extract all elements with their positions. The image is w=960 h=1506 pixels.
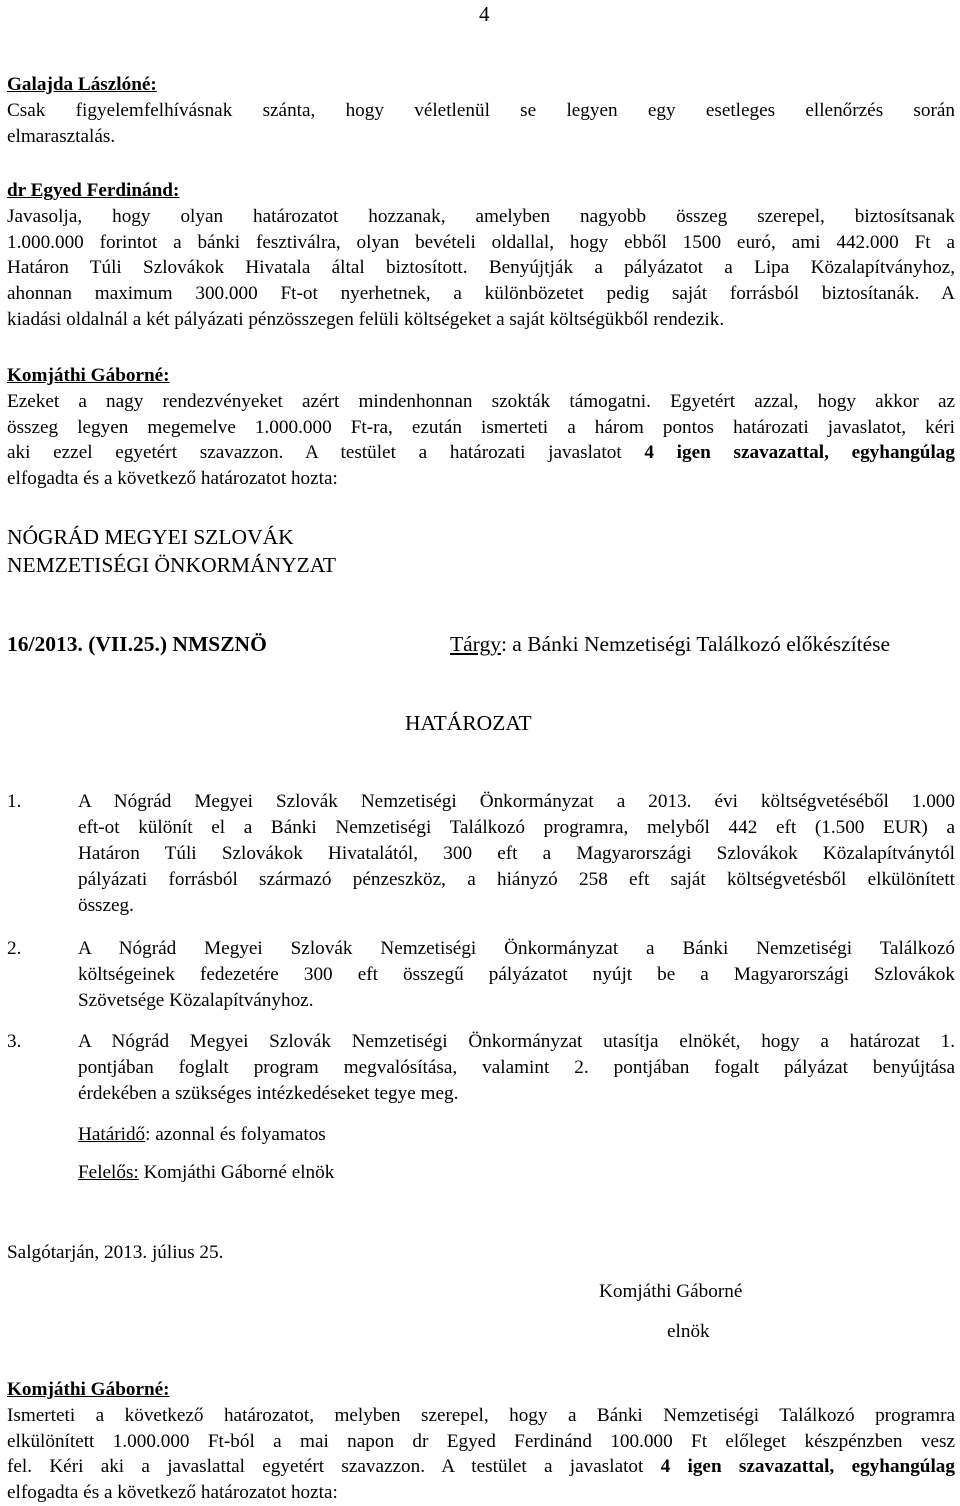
responsible-label: Felelős: (78, 1162, 139, 1183)
text-line: Ismerteti a következő határozatot, melyben szerepel, hogy a Bánki Nemzetiségi Találkozó programra (7, 1404, 955, 1426)
paragraph-egyed (7, 178, 955, 333)
item-text (78, 936, 955, 1014)
resolution-item-1 (7, 789, 955, 919)
resolution-item-3 (7, 1029, 955, 1107)
text-line: Csak figyelemfelhívásnak szánta, hogy véletlenül se legyen egy esetleges ellenőrzés során (7, 99, 955, 121)
text-line: összeg. (78, 895, 134, 916)
text-line: érdekében a szükséges intézkedéseket tegye meg. (78, 1083, 459, 1104)
organization-heading (7, 523, 336, 579)
text-line: Javasolja, hogy olyan határozatot hozzanak, amelyben nagyobb összeg szerepel, biztosítsanak (7, 205, 955, 227)
text-line: költségeinek fedezetére 300 eft összegű pályázatot nyújt be a Magyarországi Szlovákok (78, 964, 955, 985)
responsible-text: Komjáthi Gáborné elnök (138, 1162, 335, 1183)
text-line: Szövetsége Közalapítványhoz. (78, 990, 314, 1011)
text-line: elmarasztalás. (7, 125, 116, 147)
item-text (78, 789, 955, 919)
page-number: 4 (479, 2, 490, 26)
text-line: pályázati forrásból származó pénzeszköz, a hiányzó 258 eft saját költségvetésből elkülönített (78, 869, 955, 890)
text-line: A Nógrád Megyei Szlovák Nemzetiségi Önkormányzat a 2013. évi költségvetéséből 1.000 (78, 791, 955, 812)
item-number: 3. (7, 1031, 22, 1052)
responsible (78, 1160, 334, 1186)
text-line: A Nógrád Megyei Szlovák Nemzetiségi Önkormányzat a Bánki Nemzetiségi Találkozó (78, 938, 955, 959)
text-line: kiadási oldalnál a két pályázati pénzösszegen felüli költségeket a saját költségükből rendezik. (7, 308, 725, 330)
signature-title: elnök (667, 1321, 710, 1342)
vote-result: 4 igen szavazattal, egyhangúlag (660, 1456, 955, 1478)
resolution-item-2 (7, 936, 955, 1014)
speaker-name: Komjáthi Gáborné: (7, 1379, 170, 1400)
text-run: aki ezzel egyetért szavazzon. A testület a határozati javaslatot (7, 442, 645, 464)
text-line: Ezeket a nagy rendezvényeket azért mindenhonnan szokták támogatni. Egyetért azzal, hogy akkor az (7, 390, 955, 412)
place-date: Salgótarján, 2013. július 25. (7, 1242, 224, 1263)
text-line: ahonnan maximum 300.000 Ft-ot nyerhetnek, a különbözetet pedig saját forrásból biztosítanák. A (7, 283, 955, 305)
subject-label: Tárgy (450, 632, 501, 656)
paragraph-komjathi (7, 363, 955, 492)
text-line: A Nógrád Megyei Szlovák Nemzetiségi Önkormányzat utasítja elnökét, hogy a határozat 1. (78, 1031, 955, 1052)
item-number: 1. (7, 791, 22, 812)
vote-result: 4 igen szavazattal, egyhangúlag (644, 442, 955, 464)
paragraph-galajda (7, 72, 955, 149)
text-line: elfogadta és a következő határozatot hozta: (7, 468, 338, 490)
resolution-title: HATÁROZAT (405, 711, 532, 735)
text-line: Határon Túli Szlovákok Hivatalától, 300 eft a Magyarországi Szlovákok Közalapítványtól (78, 843, 955, 864)
speaker-name: dr Egyed Ferdinánd: (7, 180, 180, 201)
deadline-label: Határidő (78, 1124, 146, 1145)
paragraph-komjathi-2 (7, 1377, 955, 1506)
subject-text: : a Bánki Nemzetiségi Találkozó előkészítése (500, 632, 891, 656)
item-text (78, 1029, 955, 1107)
deadline-text: : azonnal és folyamatos (145, 1124, 326, 1145)
speaker-name: Komjáthi Gáborné: (7, 365, 170, 386)
text-line (7, 1454, 955, 1480)
text-line (7, 440, 955, 466)
deadline (78, 1122, 326, 1148)
resolution-number: 16/2013. (VII.25.) NMSZNÖ (7, 632, 267, 656)
text-line: eft-ot különít el a Bánki Nemzetiségi Találkozó programra, melyből 442 eft (1.500 EUR) a (78, 817, 955, 838)
text-line: elkülönített 1.000.000 Ft-ból a mai napon dr Egyed Ferdinánd 100.000 Ft előleget készpénzben vesz (7, 1430, 955, 1452)
heading-line: NÓGRÁD MEGYEI SZLOVÁK (7, 525, 294, 549)
signature-name: Komjáthi Gáborné (599, 1281, 743, 1302)
resolution-subject (450, 630, 890, 658)
text-line: Határon Túli Szlovákok Hivatala által biztosított. Benyújtják a pályázatot a Lipa Közalapítványhoz, (7, 257, 955, 279)
text-run: fel. Kéri aki a javaslattal egyetért szavazzon. A testület a javaslatot (7, 1456, 661, 1478)
speaker-name: Galajda Lászlóné: (7, 74, 157, 95)
text-line: összeg legyen megemelve 1.000.000 Ft-ra, ezután ismerteti a három pontos határozati javaslatot, kéri (7, 416, 955, 438)
text-line: 1.000.000 forintot a bánki fesztiválra, olyan bevételi oldallal, hogy ebből 1500 euró, ami 442.000 Ft a (7, 231, 955, 253)
item-number: 2. (7, 938, 22, 959)
heading-line: NEMZETISÉGI ÖNKORMÁNYZAT (7, 553, 337, 577)
text-line: pontjában foglalt program megvalósítása, valamint 2. pontjában fogalt pályázat benyújtása (78, 1057, 955, 1078)
text-line: elfogadta és a következő határozatot hozta: (7, 1482, 338, 1504)
